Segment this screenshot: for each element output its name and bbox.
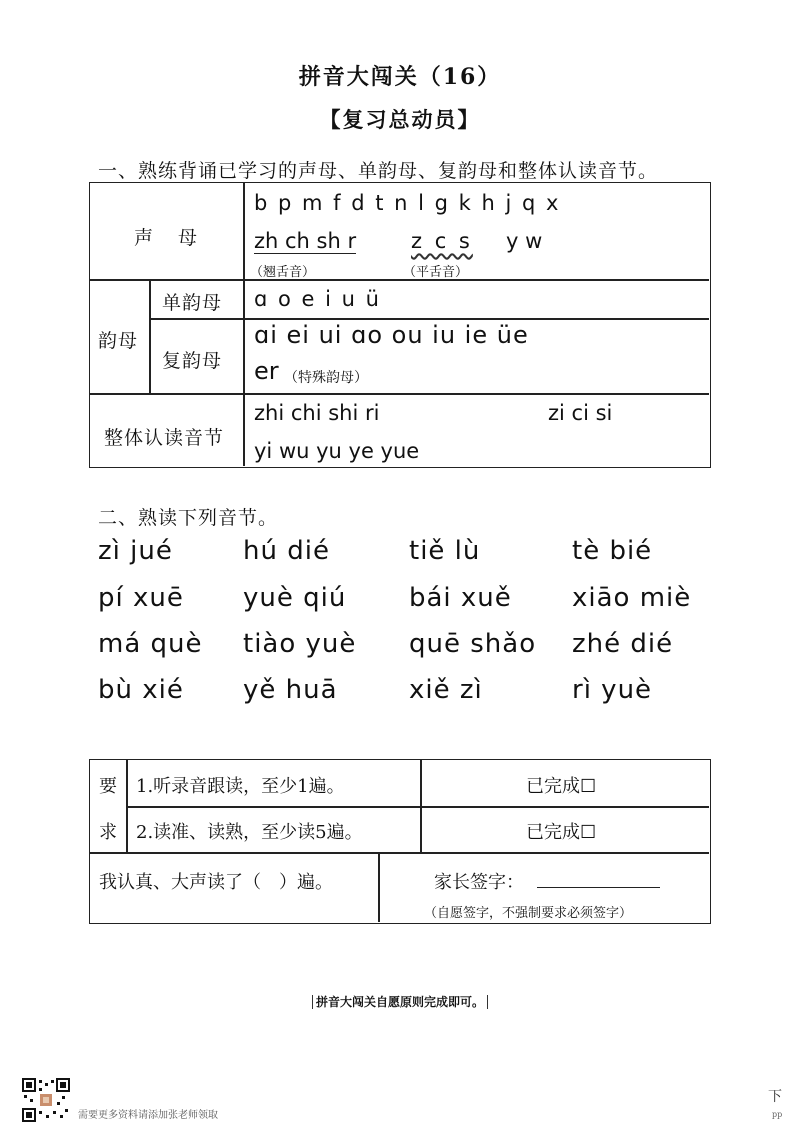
syllable-item: pí xuē (98, 583, 184, 613)
zhengti-line1a: zhi chi shi ri (254, 401, 380, 425)
zhengti-line1b: zi ci si (548, 401, 613, 425)
requirements-table (89, 759, 711, 924)
shengmu-extra: y w (506, 229, 543, 253)
syllable-item: quē shǎo (409, 629, 537, 659)
er-note: （特殊韵母） (284, 370, 368, 386)
page-subtitle: 【复习总动员】 (319, 107, 481, 132)
note-retroflex: （翘舌音） (250, 265, 316, 280)
yunmu-label: 韵母 (98, 330, 139, 352)
er-value: er (254, 357, 279, 385)
syllable-item: yuè qiú (243, 583, 347, 613)
note-flat: （平舌音） (403, 265, 469, 280)
shengmu-retroflex: zh ch sh r (254, 229, 357, 253)
syllable-item: tè bié (572, 536, 653, 566)
shengmu-label: 声 母 (134, 227, 201, 249)
syllable-item: zhé dié (572, 629, 674, 659)
sign-note: （自愿签字，不强制要求必须签字） (424, 906, 633, 921)
syllable-item: xiě zì (409, 675, 483, 705)
req-2: 2.读准、读熟，至少读5遍。 (136, 822, 363, 843)
req-label-bottom: 求 (99, 822, 117, 843)
syllable-item: hú dié (243, 536, 330, 566)
syllable-item: má què (98, 629, 203, 659)
syllable-item: zì jué (98, 536, 173, 566)
syllable-item: bù xié (98, 675, 184, 705)
syllable-item: tiào yuè (243, 629, 357, 659)
page-title: 拼音大闯关（16） (298, 64, 502, 90)
syllable-item: rì yuè (572, 675, 653, 705)
read-times: 我认真、大声读了（ ）遍。 (99, 872, 333, 893)
zhengti-label: 整体认读音节 (104, 427, 225, 449)
footer-note: 拼音大闯关自愿原则完成即可。 (312, 995, 488, 1009)
parent-sign-label: 家长签字： (434, 872, 524, 893)
req-1: 1.听录音跟读，至少1遍。 (136, 776, 345, 797)
section1-heading: 一、熟练背诵已学习的声母、单韵母、复韵母和整体认读音节。 (98, 160, 659, 182)
qr-code-icon (22, 1078, 70, 1122)
dan-yunmu-label: 单韵母 (162, 292, 223, 314)
syllable-item: xiāo miè (572, 583, 692, 613)
shengmu-flat: z c s (411, 229, 473, 253)
syllable-item: yě huā (243, 675, 338, 705)
zhengti-line2: yi wu yu ye yue (254, 439, 420, 463)
phonics-table (89, 182, 711, 468)
done-checkbox-1[interactable]: 已完成☐ (526, 776, 597, 797)
dan-yunmu-values: ɑ o e i u ü (254, 287, 381, 311)
section2-heading: 二、熟读下列音节。 (98, 507, 279, 529)
corner-mark: 下 (768, 1089, 782, 1105)
corner-small-mark: pp (772, 1110, 783, 1119)
req-label-top: 要 (99, 776, 117, 797)
syllable-item: tiě lù (409, 536, 481, 566)
shengmu-line1: b p m f d t n l g k h j q x (254, 191, 561, 215)
fu-yunmu-values: ɑi ei ui ɑo ou iu ie üe (254, 321, 529, 349)
fu-yunmu-label: 复韵母 (162, 350, 223, 372)
bottom-promo-text: 需要更多资料请添加张老师领取 (78, 1110, 218, 1121)
signature-line[interactable] (537, 887, 660, 888)
done-checkbox-2[interactable]: 已完成☐ (526, 822, 597, 843)
syllable-item: bái xuě (409, 583, 512, 613)
